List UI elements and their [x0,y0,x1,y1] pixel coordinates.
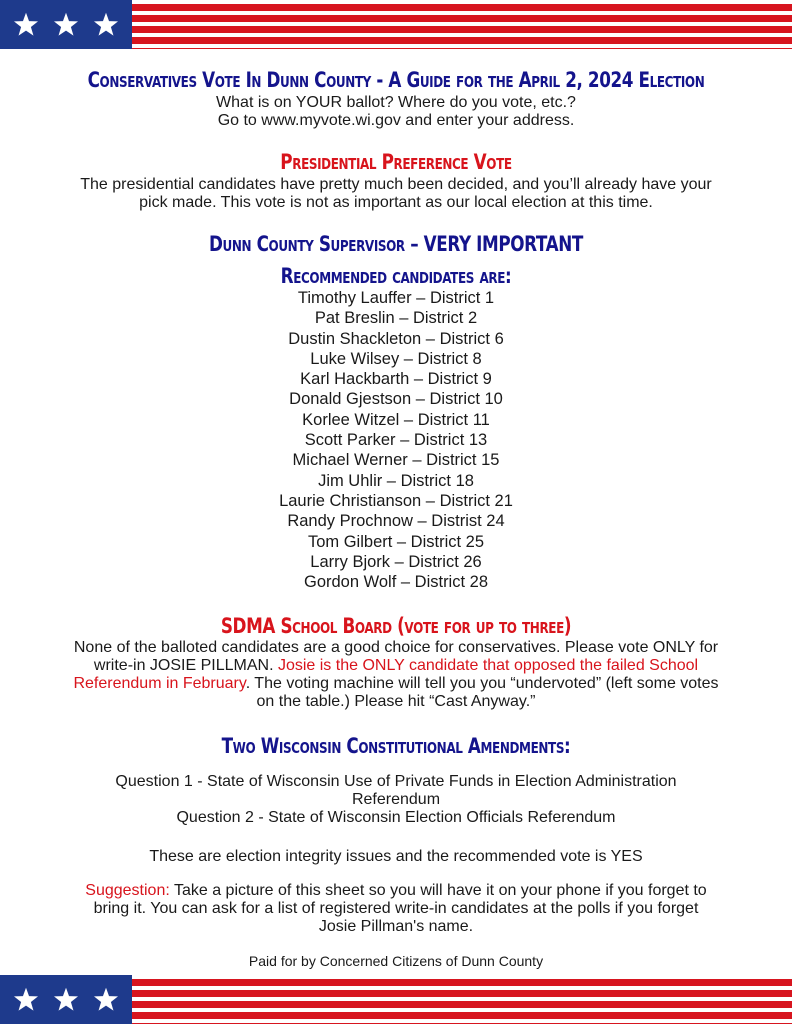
candidate-item: Gordon Wolf – District 28 [303,573,488,592]
star-icon [52,11,80,39]
candidate-item: Karl Hackbarth – District 9 [300,370,492,389]
suggestion-line: Josie Pillman's name. [318,918,474,935]
star-icon [12,11,40,39]
candidate-item: Pat Breslin – District 2 [314,309,478,328]
top-flag-banner [0,0,792,49]
candidate-item: Randy Prochnow – Distrist 24 [287,512,505,531]
candidate-item: Luke Wilsey – District 8 [310,349,482,368]
presidential-text [0,176,792,212]
intro-website-line: Go to www.myvote.wi.gov and enter your address. [217,112,575,129]
intro-line: What is on YOUR ballot? Where do you vote, etc.? [216,94,576,111]
presidential-line: The presidential candidates have pretty much been decided, and you’ll already have your [80,176,712,193]
suggestion-label: Suggestion: [85,882,170,899]
highlighted-text: Referendum in February [73,675,246,692]
candidate-item: Donald Gjestson – District 10 [289,390,503,409]
amendments-heading: Two Wisconsin Constitutional Amendments: [221,734,571,758]
star-icon [92,11,120,39]
candidate-item: Laurie Christianson – District 21 [279,491,513,510]
school-board-text [0,639,792,711]
presidential-heading: Presidential Preference Vote [280,150,512,174]
amendments-text [0,773,792,827]
suggestion-line: bring it. You can ask for a list of registered write-in candidates at the polls if you forget [93,900,699,917]
write-in-text: write-in JOSIE PILLMAN. [93,657,278,674]
question-2: Question 2 - State of Wisconsin Election Officials Referendum [176,809,616,826]
candidate-item: Timothy Lauffer – District 1 [297,289,495,307]
suggestion-line [0,882,792,900]
school-board-line [0,675,792,693]
suggestion-body: Take a picture of this sheet so you will have it on your phone if you forget to [169,882,707,899]
candidate-list [0,288,792,592]
suggestion-text [0,882,792,936]
star-icon [52,986,80,1014]
presidential-line: pick made. This vote is not as important as our local election at this time. [139,194,653,211]
candidate-item: Scott Parker – District 13 [304,431,488,450]
candidate-item: Larry Bjork – District 26 [310,552,482,571]
main-heading: Conservatives Vote In Dunn County - A Guide for the April 2, 2024 Election [87,68,705,92]
school-board-line: on the table.) Please hit “Cast Anyway.” [256,693,536,710]
question-1-cont: Referendum [351,791,441,808]
supervisor-heading: Dunn County Supervisor – VERY IMPORTANT [208,232,583,256]
integrity-line: These are election integrity issues and the recommended vote is YES [149,848,643,865]
school-board-line [0,657,792,675]
question-1: Question 1 - State of Wisconsin Use of Private Funds in Election Administration [115,773,677,790]
flag-canton [0,975,132,1024]
candidate-item: Tom Gilbert – District 25 [307,532,485,551]
integrity-note [0,848,792,866]
highlighted-text: Josie is the ONLY candidate that opposed the failed School [277,657,699,674]
undervote-text: . The voting machine will tell you you “undervoted” (left some votes [245,675,719,692]
flag-canton [0,0,132,49]
candidate-item: Korlee Witzel – District 11 [302,410,490,429]
star-icon [92,986,120,1014]
star-icon [12,986,40,1014]
paid-for-disclaimer: Paid for by Concerned Citizens of Dunn County [248,953,544,969]
intro-text [0,94,792,130]
recommended-heading: Recommended candidates are: [280,264,512,288]
school-board-line: None of the balloted candidates are a good choice for conservatives. Please vote ONLY for [73,639,719,656]
candidate-item: Dustin Shackleton – District 6 [288,329,504,348]
school-board-heading: SDMA School Board (vote for up to three) [220,614,572,638]
candidate-item: Jim Uhlir – District 18 [318,471,474,490]
bottom-flag-banner [0,975,792,1024]
candidate-item: Michael Werner – District 15 [292,451,500,470]
